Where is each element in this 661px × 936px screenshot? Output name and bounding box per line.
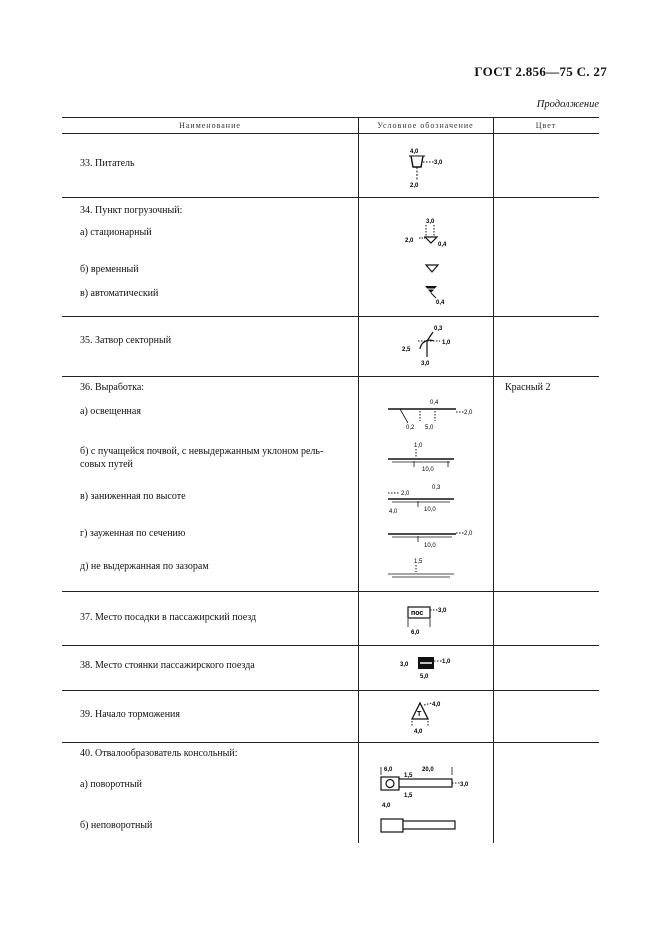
row-divider [62, 316, 599, 317]
working-low-height-symbol [384, 479, 480, 519]
svg-text:4,0: 4,0 [414, 729, 423, 735]
row-divider [62, 742, 599, 743]
rotary-cantilever-spreader-symbol [376, 761, 492, 811]
row-divider [62, 197, 599, 198]
svg-text:4,0: 4,0 [389, 509, 398, 515]
row-divider [62, 376, 599, 377]
symbols-table [62, 117, 599, 843]
svg-text:6,0: 6,0 [384, 767, 393, 773]
svg-text:10,0: 10,0 [424, 507, 436, 513]
row-divider [62, 690, 599, 691]
row-40b-label: б) неповоротный [80, 820, 153, 831]
row-34b-label: б) временный [80, 264, 139, 275]
column-header-name: Наименование [179, 121, 241, 130]
train-stop-place-symbol [398, 653, 474, 681]
working-clearance-symbol [384, 555, 480, 583]
svg-text:2,5: 2,5 [402, 347, 411, 353]
svg-text:3,0: 3,0 [400, 662, 409, 668]
working-lit-symbol [384, 395, 480, 433]
svg-text:2,0: 2,0 [401, 491, 410, 497]
svg-text:0,4: 0,4 [430, 400, 439, 406]
svg-text:0,4: 0,4 [436, 300, 445, 306]
svg-text:3,0: 3,0 [421, 361, 430, 367]
row-36e-label: д) не выдержанная по зазорам [80, 561, 209, 572]
row-39-title: 39. Начало торможения [80, 709, 180, 720]
svg-text:4,0: 4,0 [432, 702, 441, 708]
row-36b-label-line2: совых путей [80, 459, 133, 470]
svg-text:0,3: 0,3 [432, 485, 441, 491]
column-divider [358, 117, 359, 843]
svg-text:20,0: 20,0 [422, 767, 434, 773]
svg-text:2,0: 2,0 [464, 531, 473, 537]
svg-text:1,5: 1,5 [414, 559, 423, 565]
row-36-color: Красный 2 [505, 382, 551, 393]
row-38-title: 38. Место стоянки пассажирского поезда [80, 660, 255, 671]
boarding-place-symbol [404, 601, 476, 637]
working-heaving-soil-symbol [384, 439, 480, 475]
loading-point-stationary-symbol [402, 215, 468, 249]
braking-start-symbol [406, 697, 462, 737]
feeder-symbol [404, 145, 464, 191]
feeder-dim-top: 4,0 [410, 149, 419, 155]
svg-text:10,0: 10,0 [422, 467, 434, 473]
svg-text:1,5: 1,5 [404, 793, 413, 799]
loading-point-automatic-symbol [422, 283, 462, 307]
row-34-title: 34. Пункт погрузочный: [80, 205, 183, 216]
svg-text:1,0: 1,0 [414, 443, 423, 449]
svg-text:3,0: 3,0 [460, 782, 469, 788]
svg-text:6,0: 6,0 [411, 630, 420, 636]
svg-text:4,0: 4,0 [382, 803, 391, 809]
row-34a-label: а) стационарный [80, 227, 152, 238]
row-36a-label: а) освещенная [80, 406, 141, 417]
feeder-dim-bottom: 2,0 [410, 183, 419, 189]
page-header: ГОСТ 2.856—75 С. 27 [474, 64, 607, 79]
column-divider [493, 117, 494, 843]
svg-text:10,0: 10,0 [424, 543, 436, 549]
header-bottom-border [62, 133, 599, 134]
row-36b-label-line1: б) с пучащейся почвой, с невыдержанным уклоном рель- [80, 446, 324, 457]
svg-text:5,0: 5,0 [420, 674, 429, 680]
column-header-symbol: Условное обозначение [377, 121, 474, 130]
row-divider [62, 645, 599, 646]
svg-text:2,0: 2,0 [405, 238, 414, 244]
row-36c-label: в) заниженная по высоте [80, 491, 186, 502]
svg-text:0,4: 0,4 [438, 242, 447, 248]
svg-text:0,3: 0,3 [434, 326, 443, 332]
svg-text:3,0: 3,0 [438, 608, 447, 614]
row-divider [62, 591, 599, 592]
fixed-cantilever-spreader-symbol [376, 815, 476, 835]
svg-text:0,2: 0,2 [406, 425, 415, 431]
row-34c-label: в) автоматический [80, 288, 159, 299]
boarding-label: пос [411, 610, 424, 617]
sector-gate-symbol [400, 323, 472, 367]
row-36d-label: г) зауженная по сечению [80, 528, 186, 539]
continuation-label: Продолжение [536, 99, 599, 110]
loading-point-temporary-symbol [424, 263, 440, 275]
svg-text:1,0: 1,0 [442, 340, 451, 346]
row-36-title: 36. Выработка: [80, 382, 145, 393]
row-33-title: 33. Питатель [80, 158, 135, 169]
row-35-title: 35. Затвор секторный [80, 335, 172, 346]
table-top-border [62, 117, 599, 118]
svg-text:2,0: 2,0 [464, 410, 473, 416]
svg-text:3,0: 3,0 [426, 219, 435, 225]
svg-text:1,0: 1,0 [442, 659, 451, 665]
feeder-dim-right: 3,0 [434, 160, 443, 166]
column-header-color: Цвет [535, 121, 557, 130]
svg-text:1,5: 1,5 [404, 773, 413, 779]
working-narrow-section-symbol [384, 522, 484, 552]
row-37-title: 37. Место посадки в пассажирский поезд [80, 612, 257, 623]
svg-text:5,0: 5,0 [425, 425, 434, 431]
row-40a-label: а) поворотный [80, 779, 142, 790]
row-40-title: 40. Отвалообразователь консольный: [80, 748, 238, 759]
braking-label: Т [417, 711, 422, 718]
